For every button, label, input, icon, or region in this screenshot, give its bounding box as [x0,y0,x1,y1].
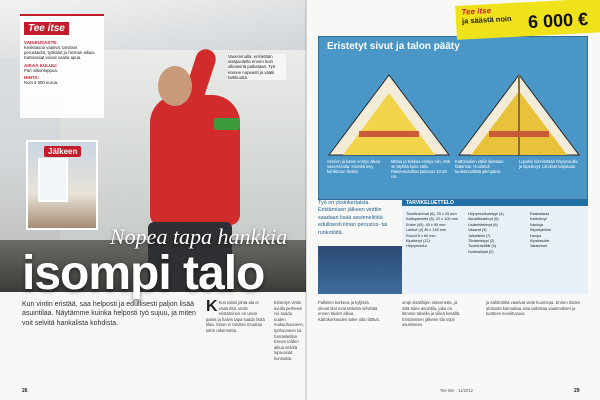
banner-line-1: Tee itse [461,6,492,17]
spread-gutter [305,0,307,400]
roof-illustration [319,57,587,157]
material-item: Lankut (4) 45 x 145 mm [406,228,447,233]
material-item: Nauloja [530,222,543,227]
diagram-caption-4: Lopuksi kiinnitetään höyrynsulku ja kipsilevyt. Liitokset teipataan. [519,159,578,169]
material-item: Kipsitasoite [530,239,550,244]
diagram-caption-3: Kattotuolien väliin laitetaan lisäeriste. Huolehdi tuuletusvälistä ylempänä. [455,159,504,174]
materials-column-3 [530,212,588,250]
banner-line-2: ja säästä noin [461,14,512,26]
time-heading: AIKAA KULUU: [24,62,58,68]
materials-column-1 [406,212,464,250]
savings-amount: 6 000 € [527,9,589,33]
lead-paragraph: Kun vintin eristää, saa helposti ja edullisesti paljon lisää asuintilaa. Näytämme kuinka helposti työ sujuu, ja miten voit selvitä hankalista kohdista. [22,301,196,327]
insulation-diagram [318,36,588,200]
diagram-title: Eristetyt sivut ja talon pääty [327,41,460,52]
material-item: Lisäeristelevyt (6) [468,222,498,227]
article-subtitle: Nopea tapa hankkia [110,224,288,249]
body-column-1 [206,300,268,334]
page-number-right: 29 [574,388,580,394]
drill-tool [214,118,240,130]
body-column-2 [274,300,304,362]
material-item: Höyrynsulku [406,244,427,249]
material-item: Tuuletusrimat (6), 25 x 25 mm [406,212,457,216]
material-item: Kiipeilyteline [530,228,552,233]
tee-itse-sidebar [20,14,104,118]
materials-photo [318,246,404,294]
roof-window [38,158,68,202]
floor-joist-2 [489,131,549,137]
materials-column-2 [468,212,526,255]
materials-title: TARVIKELUETTELO [406,200,454,206]
right-body-column-1: Palkkien korkeus ja kyljissä olevat tilat ovat tärkeitä selvittää ennen töiden alkua. Kattokorkeuden tulee olla riittävä. [318,300,380,322]
material-item: Kattolevyt [530,217,547,222]
photo-caption: Vasemmalla: eristetään sisäpuolelta ennen kuin ulkoseinä paikataan. Työ etenee nopeasti ja vaatii tarkkuutta. [228,54,286,80]
section-tag: Tee itse [24,22,69,35]
material-item: Kattopaneelit (8), 22 x 100 mm [406,217,458,222]
body-text-2: Eristetyn vintin avulla perheesi voi saada uuden makuuhuoneen, työhuoneen tai harrastetilan. Ennen töiden alkua selvitä lupa-asiat kunnasta. [274,300,305,361]
blue-intro-text: Työ on yksinkertaista. Eristämisen jälkeen vinttiin saadaan lisää asuinneliöitä edullisesti ilman perustus- tai runkotöitä. [318,200,388,236]
price-heading: HINTA: [24,74,40,80]
diagram-caption-2: Mittaa ja leikkaa eristys niin, että se täyttää koko välin. Rakennusvillan paksuus 10-20 cm. [391,159,450,179]
body-text-1: Kun talosi pinta-ala ei enää riitä, vintin eristäminen on usein paras ja halvin tapa saada lisää tilaa. Sinun ei tarvitse muuttaa talon rakennetta. [206,300,265,333]
material-item: Kipsilevyt (12) [406,239,430,244]
floor-joist [359,131,419,137]
material-item: Eriste (40), 45 x 95 mm [406,222,446,227]
difficulty-heading: VAIKEUSASTE: [24,40,58,45]
material-item: Tiivisteteippi (2) [468,239,495,244]
material-item: Raakalauta [530,212,550,216]
material-item: Huopa [530,233,542,238]
article-title: isompi talo [22,247,265,300]
material-item: Nurkkalistat (2) [468,249,494,254]
material-item: Ruuvit 5 x 60 mm [406,233,436,238]
magazine-footer: Tee itse · 11/2012 [440,388,473,393]
worker-body [150,95,240,225]
right-body-column-3: ja sähkötöitä vaativat vielä huomiota. Ennen töiden aloitusta kannattaa aina tarkistaa vaatimukset ja tuotteen soveltuvuus. [486,300,581,317]
after-label: Jälkeen [44,146,81,157]
material-item: Tuuletusritilät (4) [468,244,497,249]
drop-cap: K [206,298,218,315]
difficulty-text: Keskitasoa vaativa; tarvitset perustaidot, työkalut ja hieman aikaa. Kattovasat voivat vaatia apua. [24,45,95,61]
diagram-caption-1: Seinien ja katon eristys alkaa vasemmalta. Kiinnitä levy kehikkoon tiiviisti. [327,159,381,174]
time-text: Pari viikonloppua. [24,67,58,73]
price-text: Noin 6 000 euroa. [24,79,59,85]
worker-head [158,66,192,106]
material-item: Valaisimet [530,244,548,249]
material-item: Vasarat (4) [468,228,487,233]
page-number-left: 26 [22,388,28,394]
material-item: Akustiikkalevyt (6) [468,217,499,222]
material-item: Jalkalistat (7) [468,233,491,238]
right-body-column-2: umpi sisätilojen rakennetta, ja siitä tulee asuintila, joka on lämmin talvella ja viileä kesällä. Eristämisen jälkeen tila sopii asumiseen. [402,300,461,328]
materials-list-box [402,200,588,294]
material-item: Höyrynsulkuteippi (4) [468,212,504,216]
